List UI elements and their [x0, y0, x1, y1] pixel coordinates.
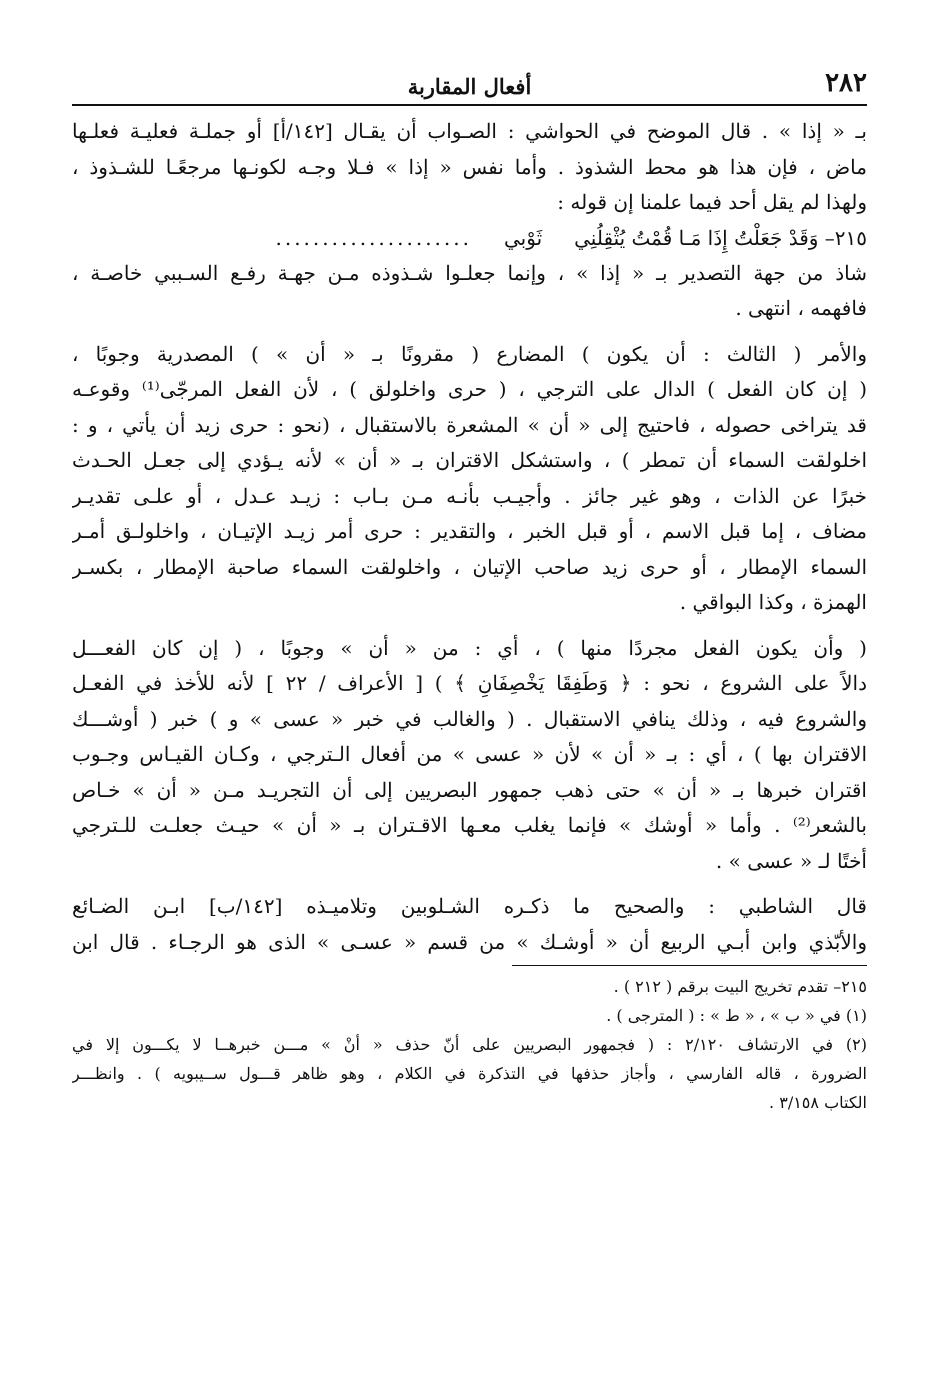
footnote-continuation: الضرورة ، قاله الفارسي ، وأجاز حذفها في التذكرة في الكلام ، وهو ظاهر قـــول ســيبويه ) . وانظـــر: [72, 1064, 867, 1083]
footnote: ٢١٥– تقدم تخريج البيت برقم ( ٢١٢ ) .: [613, 977, 867, 996]
text-line: اخلولقت السماء أن تمطر ) ، واستشكل الاقتران بـ « أن » لأنه يـؤدي إلى جعـل الحـدث: [72, 448, 867, 472]
text-line: دالاً على الشروع ، نحو : ﴿ وَطَفِقَا يَخْصِفَانِ ﴾ ) [ الأعراف / ٢٢ ] لأنه للأخذ في الفعـل: [72, 671, 867, 695]
text-line: شاذ من جهة التصدير بـ « إذا » ، وإنما جعلـوا شـذوذه مـن جهـة رفـع السـببي خاصـة ،: [72, 260, 867, 285]
verse-second-hemistich: ثَوْبي: [504, 225, 543, 250]
main-text: [72, 116, 867, 957]
text-line: قال الشاطبي : والصحيح ما ذكـره الشـلوبين وتلاميـذه [١٤٢/ب] ابـن الضـائع: [72, 894, 867, 918]
poetry-verse: [72, 223, 867, 253]
book-page: [72, 60, 867, 1117]
text-line: السماء الإمطار ، أو حرى زيد صاحب الإتيان ، واخلولقت السماء صاحبة الإمطار ، بكسـر: [72, 554, 867, 579]
running-title: أفعال المقاربة: [407, 74, 532, 99]
footnote: (٢) في الارتشاف ٢/١٢٠ : ( فجمهور البصريين على أنّ حذف « أنْ » مـــن خبرهــا لا يكـــون إلا في: [72, 1035, 867, 1054]
text-line: مضاف ، إما قبل الاسم ، أو قبل الخبر ، والتقدير : حرى أمر زيـد الإتيـان ، واخلولـق أمـر: [72, 519, 867, 543]
footnote-separator: [512, 965, 867, 966]
text-line: والأبّذي وابن أبـي الربيع أن « أوشـك » من قسم « عسـى » الذى هو الرجـاء . قال ابن: [72, 929, 867, 954]
footnotes: [72, 972, 867, 1117]
text-line: ولهذا لم يقل أحد فيما علمنا إن قوله :: [557, 190, 867, 214]
text-line: اقتران خبرها بـ « أن » حتى ذهب جمهور البصريين إلى أن التجريـد مـن « أن » خـاص: [72, 777, 867, 802]
text-line: أختًا لـ « عسى » .: [715, 848, 867, 873]
text-line: بـ « إذا » . قال الموضح في الحواشي : الصـواب أن يقـال [١٤٢/أ] أو جملـة فعليـة فعلـها: [72, 119, 867, 143]
text-line: فافهمه ، انتهى .: [735, 296, 867, 320]
footnote-continuation: الكتاب ٣/١٥٨ .: [769, 1093, 867, 1112]
text-line: خبرًا عن الذات ، وهو غير جائز . وأجيـب بأنـه مـن بـاب : زيـد عـدل ، أو علـى تقديـر: [72, 483, 867, 508]
page-header: [72, 60, 867, 106]
text-line: قد يتراخى حصوله ، فاحتيج إلى « أن » المشعرة بالاستقبال ، (نحو : حرى زيد أن يأتي ، و :: [72, 412, 867, 437]
text-line: الاقتران بها ) ، أي : بـ « أن » لأن « عسى » من أفعال الـترجي ، وكـان القيـاس وجـوب: [72, 742, 867, 766]
text-line: ماض ، فإن هذا هو محط الشذوذ . وأما نفس « إذا » فـلا وجـه لكونـها مرجعًـا للشـذوذ ،: [72, 154, 867, 179]
text-line: ( وأن يكون الفعل مجردًا منها ) ، أي : من « أن » وجوبًا ، ( إن كان الفعـــل: [72, 635, 867, 660]
text-line: الهمزة ، وكذا البواقي .: [679, 590, 867, 614]
footnote: (١) في « ب » ، « ط » : ( المترجى ) .: [606, 1006, 867, 1025]
page-number: ٢٨٢: [825, 68, 867, 98]
text-line: والأمر ( الثالث : أن يكون ) المضارع ( مقرونًا بـ « أن » ) المصدرية وجوبًا ،: [72, 341, 867, 366]
verse-first-hemistich: ٢١٥– وَقَدْ جَعَلْتُ إِذَا مَـا قُمْتُ يُثْقِلُنِي: [574, 225, 867, 250]
verse-dots: .....................: [275, 225, 472, 250]
text-line: ( إن كان الفعل ) الدال على الترجي ، ( حرى واخلولق ) ، لأن الفعل المرجّى⁽¹⁾ وقوعـه: [72, 377, 867, 401]
text-line: بالشعر⁽²⁾ . وأما « أوشك » فإنما يغلب معـها الاقـتران بـ « أن » حيـث جعلـت للـترجي: [72, 813, 867, 837]
text-line: والشروع فيه ، وذلك ينافي الاستقبال . ( والغالب في خبر « عسى » و ) خبر ( أوشـــك: [72, 706, 867, 731]
